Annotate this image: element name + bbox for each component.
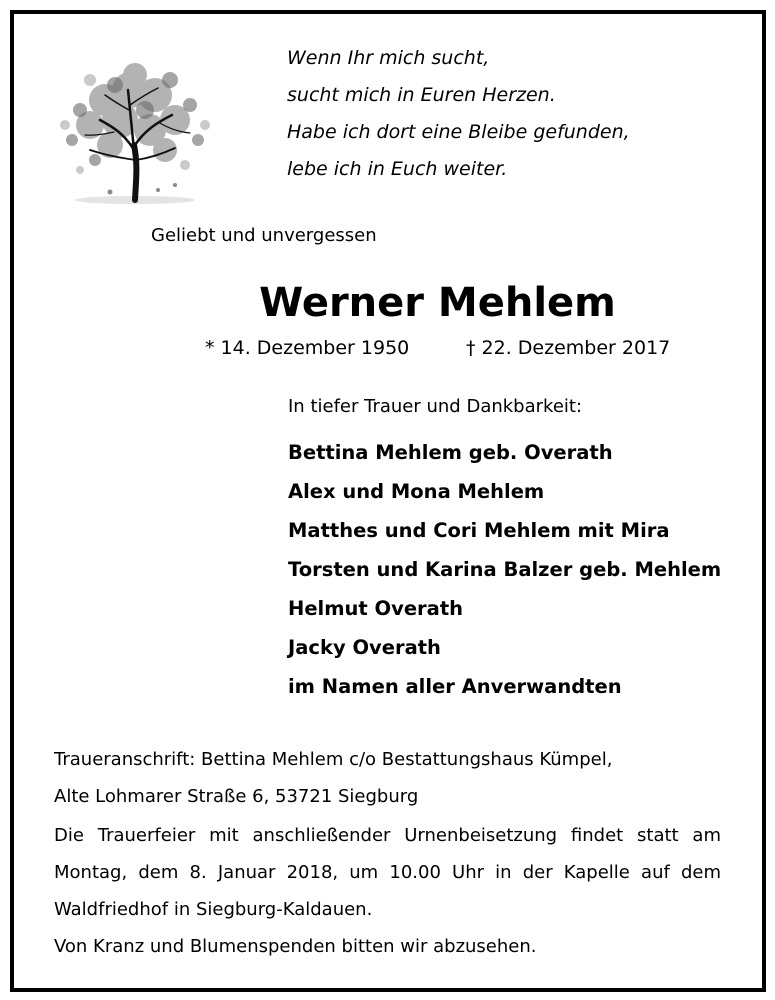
- mourning-address: [54, 741, 612, 815]
- poem-line: Habe ich dort eine Bleibe gefunden,: [287, 121, 630, 143]
- tagline: Geliebt und unvergessen: [151, 225, 377, 246]
- poem-line: Wenn Ihr mich sucht,: [287, 47, 490, 69]
- address-line: Traueranschrift: Bettina Mehlem c/o Bestattungshaus Kümpel,: [54, 749, 613, 770]
- poem-line: lebe ich in Euch weiter.: [287, 158, 508, 180]
- poem: [287, 40, 747, 188]
- birth-date: * 14. Dezember 1950: [205, 337, 410, 359]
- mourner-name: Alex und Mona Mehlem: [288, 480, 545, 503]
- service-line: Waldfriedhof in Siegburg-Kaldauen.: [54, 899, 373, 920]
- service-line: Von Kranz und Blumenspenden bitten wir abzusehen.: [54, 936, 537, 957]
- mourning-intro: In tiefer Trauer und Dankbarkeit:: [288, 396, 583, 417]
- death-date: † 22. Dezember 2017: [466, 337, 671, 359]
- deceased-name: Werner Mehlem: [259, 280, 616, 326]
- service-line: Die Trauerfeier mit anschließender Urnenbeisetzung findet statt am: [54, 825, 721, 846]
- service-info: [54, 817, 721, 965]
- mourner-name: Matthes und Cori Mehlem mit Mira: [288, 519, 670, 542]
- tree-icon: [50, 50, 215, 210]
- mourners-list: [288, 433, 721, 706]
- mourner-name: Bettina Mehlem geb. Overath: [288, 441, 613, 464]
- mourner-name: Jacky Overath: [288, 636, 441, 659]
- mourner-name: im Namen aller Anverwandten: [288, 675, 622, 698]
- poem-line: sucht mich in Euren Herzen.: [287, 84, 556, 106]
- mourner-name: Helmut Overath: [288, 597, 464, 620]
- address-line: Alte Lohmarer Straße 6, 53721 Siegburg: [54, 786, 419, 807]
- mourner-name: Torsten und Karina Balzer geb. Mehlem: [288, 558, 722, 581]
- service-line: Montag, dem 8. Januar 2018, um 10.00 Uhr in der Kapelle auf dem: [54, 862, 721, 883]
